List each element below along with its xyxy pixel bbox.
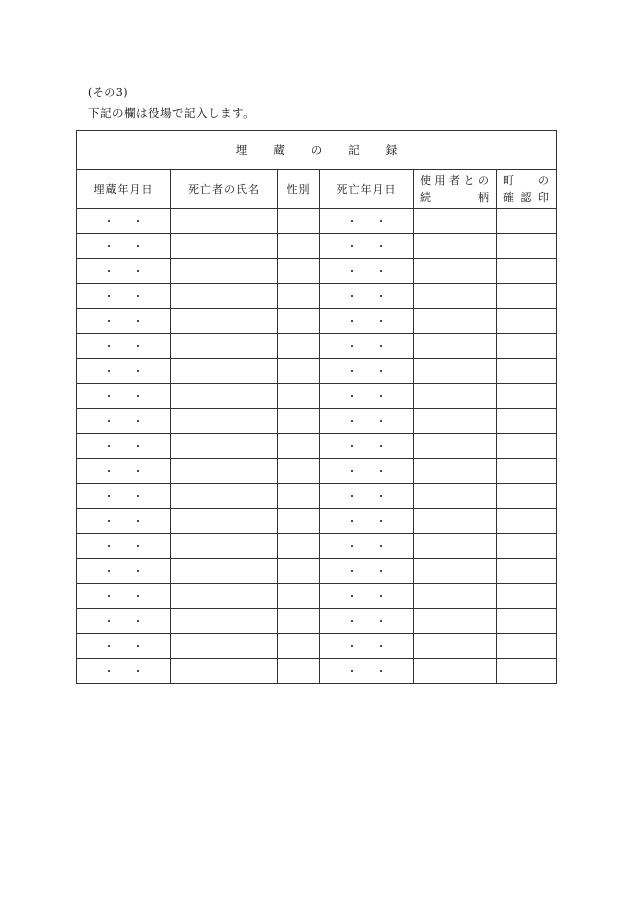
header-relation (414, 170, 497, 209)
cell-burial-date[interactable] (77, 409, 171, 434)
table-row (77, 659, 557, 684)
cell-stamp[interactable] (497, 334, 557, 359)
cell-stamp[interactable] (497, 284, 557, 309)
cell-burial-date[interactable] (77, 484, 171, 509)
date-placeholder: ・・ (103, 390, 162, 403)
cell-death-date[interactable] (320, 609, 414, 634)
date-placeholder: ・・ (103, 215, 162, 228)
cell-deceased-name[interactable] (171, 359, 278, 384)
cell-deceased-name[interactable] (171, 209, 278, 234)
cell-relation[interactable] (414, 659, 497, 684)
cell-death-date[interactable] (320, 234, 414, 259)
cell-stamp[interactable] (497, 659, 557, 684)
cell-burial-date[interactable] (77, 434, 171, 459)
instruction-text: 下記の欄は役場で記入します。 (88, 106, 256, 120)
cell-relation[interactable] (414, 584, 497, 609)
cell-death-date[interactable] (320, 559, 414, 584)
cell-deceased-name[interactable] (171, 259, 278, 284)
cell-death-date[interactable] (320, 334, 414, 359)
cell-deceased-name[interactable] (171, 584, 278, 609)
cell-stamp[interactable] (497, 259, 557, 284)
cell-gender[interactable] (278, 234, 320, 259)
date-placeholder: ・・ (346, 315, 405, 328)
cell-stamp[interactable] (497, 534, 557, 559)
date-placeholder: ・・ (346, 465, 405, 478)
date-placeholder: ・・ (346, 665, 405, 678)
cell-relation[interactable] (414, 434, 497, 459)
cell-relation[interactable] (414, 209, 497, 234)
cell-gender[interactable] (278, 609, 320, 634)
table-row (77, 234, 557, 259)
date-placeholder: ・・ (103, 490, 162, 503)
table-row (77, 559, 557, 584)
cell-deceased-name[interactable] (171, 484, 278, 509)
cell-death-date[interactable] (320, 434, 414, 459)
cell-gender[interactable] (278, 259, 320, 284)
date-placeholder: ・・ (346, 415, 405, 428)
cell-relation[interactable] (414, 234, 497, 259)
cell-death-date[interactable] (320, 409, 414, 434)
table-row (77, 459, 557, 484)
table-row (77, 209, 557, 234)
date-placeholder: ・・ (346, 240, 405, 253)
date-placeholder: ・・ (103, 440, 162, 453)
date-placeholder: ・・ (346, 515, 405, 528)
table-title: 埋蔵の記録 (77, 131, 557, 170)
cell-gender[interactable] (278, 334, 320, 359)
cell-stamp[interactable] (497, 209, 557, 234)
page-label: (その3) (88, 86, 129, 99)
date-placeholder: ・・ (346, 265, 405, 278)
cell-burial-date[interactable] (77, 334, 171, 359)
header-deceased-name: 死亡者の氏名 (171, 170, 278, 209)
cell-deceased-name[interactable] (171, 234, 278, 259)
cell-gender[interactable] (278, 534, 320, 559)
date-placeholder: ・・ (103, 265, 162, 278)
cell-gender[interactable] (278, 559, 320, 584)
cell-stamp[interactable] (497, 484, 557, 509)
cell-burial-date[interactable] (77, 659, 171, 684)
date-placeholder: ・・ (103, 515, 162, 528)
cell-death-date[interactable] (320, 534, 414, 559)
cell-burial-date[interactable] (77, 559, 171, 584)
date-placeholder: ・・ (103, 290, 162, 303)
cell-stamp[interactable] (497, 559, 557, 584)
date-placeholder: ・・ (103, 565, 162, 578)
date-placeholder: ・・ (346, 390, 405, 403)
cell-gender[interactable] (278, 209, 320, 234)
cell-deceased-name[interactable] (171, 609, 278, 634)
date-placeholder: ・・ (103, 365, 162, 378)
table-row (77, 434, 557, 459)
date-placeholder: ・・ (346, 365, 405, 378)
date-placeholder: ・・ (103, 590, 162, 603)
cell-relation[interactable] (414, 409, 497, 434)
cell-relation[interactable] (414, 609, 497, 634)
cell-death-date[interactable] (320, 584, 414, 609)
cell-burial-date[interactable] (77, 509, 171, 534)
header-gender: 性別 (278, 170, 320, 209)
cell-stamp[interactable] (497, 434, 557, 459)
cell-stamp[interactable] (497, 634, 557, 659)
cell-deceased-name[interactable] (171, 634, 278, 659)
cell-relation[interactable] (414, 309, 497, 334)
date-placeholder: ・・ (103, 240, 162, 253)
table-row (77, 334, 557, 359)
cell-gender[interactable] (278, 584, 320, 609)
cell-burial-date[interactable] (77, 284, 171, 309)
cell-gender[interactable] (278, 409, 320, 434)
cell-burial-date[interactable] (77, 359, 171, 384)
date-placeholder: ・・ (103, 340, 162, 353)
date-placeholder: ・・ (103, 315, 162, 328)
table-row (77, 384, 557, 409)
table-row (77, 509, 557, 534)
cell-gender[interactable] (278, 359, 320, 384)
cell-burial-date[interactable] (77, 209, 171, 234)
date-placeholder: ・・ (103, 640, 162, 653)
date-placeholder: ・・ (346, 540, 405, 553)
table-row (77, 484, 557, 509)
date-placeholder: ・・ (346, 215, 405, 228)
date-placeholder: ・・ (346, 565, 405, 578)
cell-death-date[interactable] (320, 309, 414, 334)
table-row (77, 284, 557, 309)
cell-gender[interactable] (278, 384, 320, 409)
cell-relation[interactable] (414, 484, 497, 509)
cell-stamp[interactable] (497, 359, 557, 384)
cell-stamp[interactable] (497, 384, 557, 409)
cell-death-date[interactable] (320, 259, 414, 284)
cell-relation[interactable] (414, 359, 497, 384)
burial-record-table (76, 130, 557, 684)
date-placeholder: ・・ (346, 590, 405, 603)
table-row (77, 534, 557, 559)
cell-relation[interactable] (414, 334, 497, 359)
cell-gender[interactable] (278, 284, 320, 309)
cell-relation[interactable] (414, 259, 497, 284)
cell-deceased-name[interactable] (171, 284, 278, 309)
header-relation-line2: 続柄 (420, 191, 490, 204)
date-placeholder: ・・ (346, 440, 405, 453)
cell-deceased-name[interactable] (171, 559, 278, 584)
cell-deceased-name[interactable] (171, 534, 278, 559)
date-placeholder: ・・ (103, 665, 162, 678)
table-row (77, 634, 557, 659)
cell-relation[interactable] (414, 534, 497, 559)
cell-gender[interactable] (278, 659, 320, 684)
cell-relation[interactable] (414, 559, 497, 584)
header-burial-date: 埋蔵年月日 (77, 170, 171, 209)
cell-deceased-name[interactable] (171, 409, 278, 434)
date-placeholder: ・・ (103, 415, 162, 428)
date-placeholder: ・・ (346, 615, 405, 628)
cell-relation[interactable] (414, 509, 497, 534)
cell-gender[interactable] (278, 634, 320, 659)
cell-death-date[interactable] (320, 459, 414, 484)
cell-death-date[interactable] (320, 634, 414, 659)
cell-burial-date[interactable] (77, 259, 171, 284)
cell-gender[interactable] (278, 434, 320, 459)
cell-burial-date[interactable] (77, 309, 171, 334)
date-placeholder: ・・ (103, 615, 162, 628)
cell-gender[interactable] (278, 459, 320, 484)
header-stamp-line2: 確認印 (503, 191, 551, 204)
cell-relation[interactable] (414, 634, 497, 659)
cell-death-date[interactable] (320, 659, 414, 684)
cell-death-date[interactable] (320, 384, 414, 409)
cell-death-date[interactable] (320, 209, 414, 234)
cell-gender[interactable] (278, 509, 320, 534)
table-row (77, 309, 557, 334)
cell-stamp[interactable] (497, 309, 557, 334)
cell-burial-date[interactable] (77, 609, 171, 634)
date-placeholder: ・・ (103, 465, 162, 478)
cell-gender[interactable] (278, 309, 320, 334)
cell-stamp[interactable] (497, 584, 557, 609)
cell-relation[interactable] (414, 459, 497, 484)
cell-burial-date[interactable] (77, 584, 171, 609)
table-row (77, 259, 557, 284)
table-row (77, 584, 557, 609)
cell-stamp[interactable] (497, 459, 557, 484)
date-placeholder: ・・ (346, 490, 405, 503)
cell-stamp[interactable] (497, 609, 557, 634)
cell-stamp[interactable] (497, 509, 557, 534)
date-placeholder: ・・ (346, 340, 405, 353)
cell-deceased-name[interactable] (171, 434, 278, 459)
date-placeholder: ・・ (346, 640, 405, 653)
cell-death-date[interactable] (320, 359, 414, 384)
cell-deceased-name[interactable] (171, 509, 278, 534)
cell-death-date[interactable] (320, 484, 414, 509)
cell-deceased-name[interactable] (171, 334, 278, 359)
date-placeholder: ・・ (103, 540, 162, 553)
table-row (77, 409, 557, 434)
cell-stamp[interactable] (497, 409, 557, 434)
date-placeholder: ・・ (346, 290, 405, 303)
cell-death-date[interactable] (320, 509, 414, 534)
cell-relation[interactable] (414, 284, 497, 309)
header-relation-line1: 使用者との (420, 174, 490, 187)
cell-stamp[interactable] (497, 234, 557, 259)
header-stamp (497, 170, 557, 209)
cell-deceased-name[interactable] (171, 384, 278, 409)
cell-deceased-name[interactable] (171, 309, 278, 334)
cell-gender[interactable] (278, 484, 320, 509)
cell-deceased-name[interactable] (171, 659, 278, 684)
cell-relation[interactable] (414, 384, 497, 409)
cell-burial-date[interactable] (77, 634, 171, 659)
cell-burial-date[interactable] (77, 234, 171, 259)
header-death-date: 死亡年月日 (320, 170, 414, 209)
cell-burial-date[interactable] (77, 534, 171, 559)
cell-burial-date[interactable] (77, 384, 171, 409)
cell-deceased-name[interactable] (171, 459, 278, 484)
cell-burial-date[interactable] (77, 459, 171, 484)
cell-death-date[interactable] (320, 284, 414, 309)
table-row (77, 609, 557, 634)
table-row (77, 359, 557, 384)
header-stamp-line1: 町の (503, 174, 551, 187)
